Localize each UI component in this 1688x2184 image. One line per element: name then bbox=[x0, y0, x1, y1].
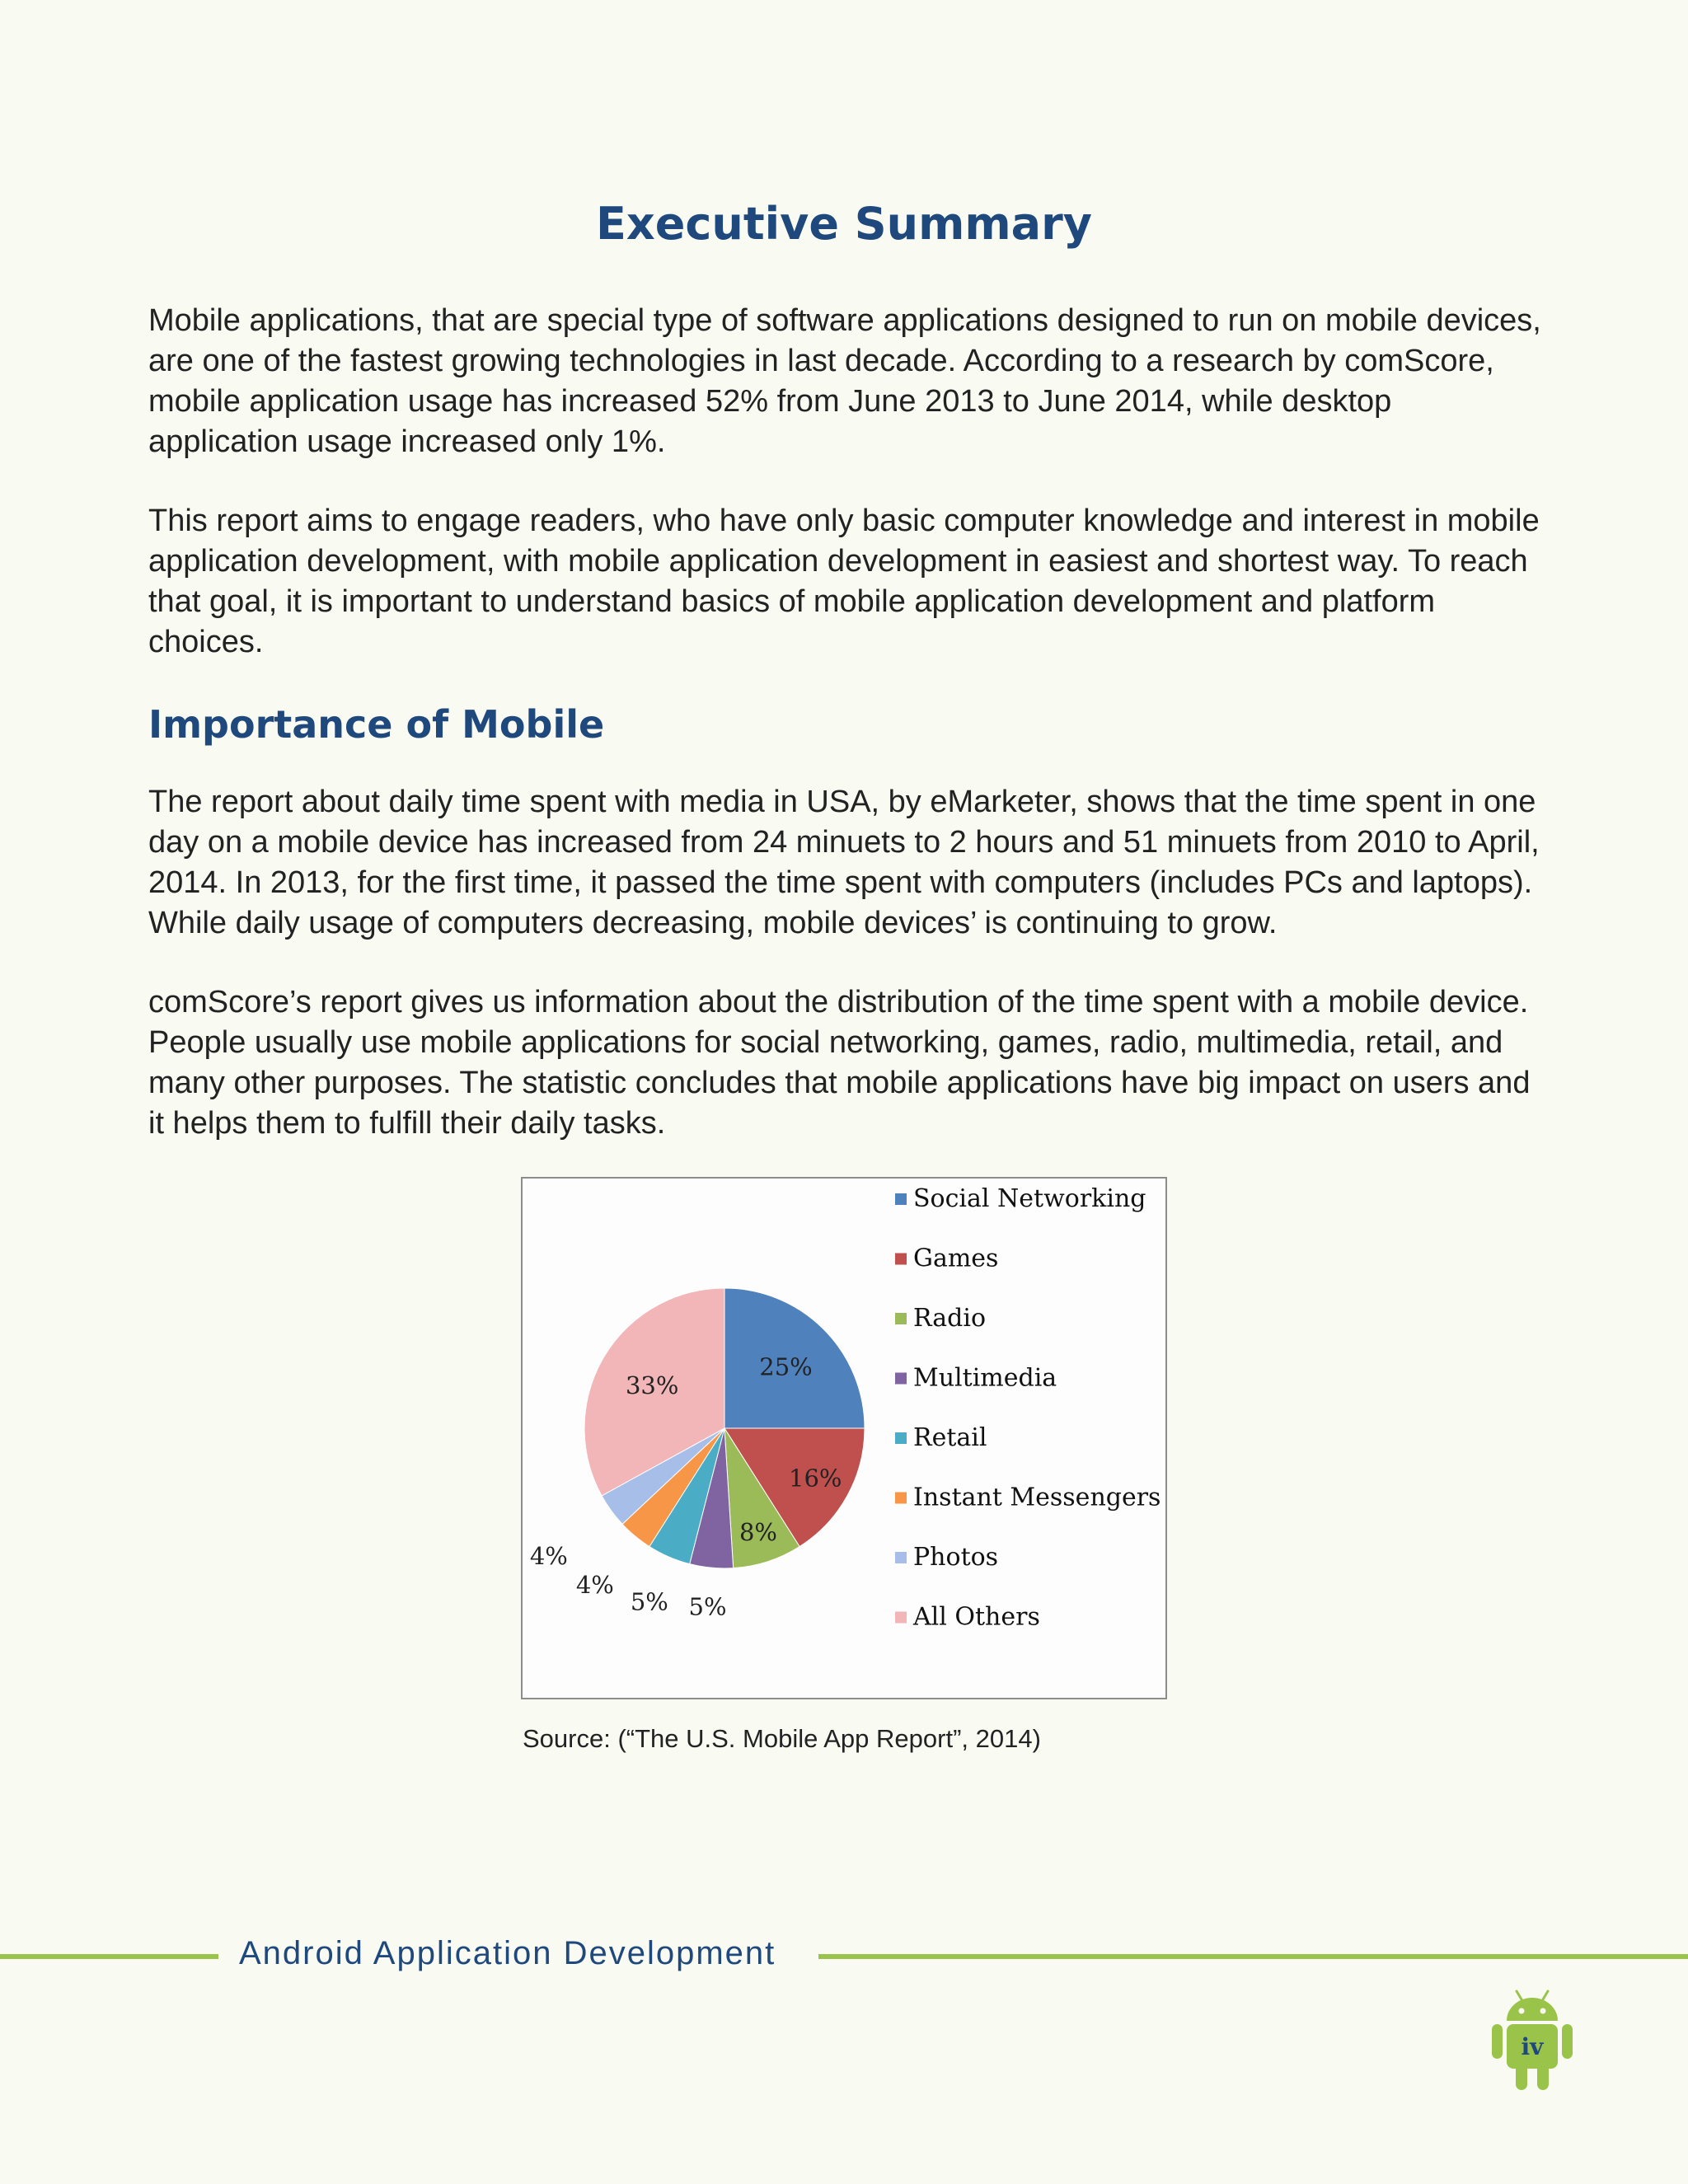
data-label-retail: 5% bbox=[630, 1587, 668, 1616]
data-label-photos: 4% bbox=[529, 1541, 568, 1570]
paragraph-aim: This report aims to engage readers, who have only basic computer knowledge and interest in mobile application development, with mobile application development in easiest and shortest way. To reach that goal, it is important to understand basics of mobile application development and platform choices. bbox=[148, 504, 1540, 659]
legend-swatch-multimedia bbox=[895, 1373, 907, 1385]
data-label-social-networking: 25% bbox=[759, 1352, 813, 1381]
legend-label-instant-messengers: Instant Messengers bbox=[913, 1483, 1161, 1512]
legend-swatch-instant-messengers bbox=[895, 1493, 907, 1504]
paragraph-time-spent: The report about daily time spent with media in USA, by eMarketer, shows that the time spent in one day on a mobile device has increased from 24 minuets to 2 hours and 51 minuets from 2010 to April, 2014. In 2013, for the first time, it passed the time spent with computers (includes PCs and laptops). While daily usage of computers decreasing, mobile devices’ is continuing to grow. bbox=[148, 785, 1540, 940]
legend-swatch-all-others bbox=[895, 1612, 907, 1624]
chart-source: Source: (“The U.S. Mobile App Report”, 2014) bbox=[523, 1724, 1041, 1753]
data-label-instant-messengers: 4% bbox=[575, 1570, 614, 1599]
legend-label-social-networking: Social Networking bbox=[913, 1184, 1146, 1213]
legend-swatch-photos bbox=[895, 1552, 907, 1563]
legend-label-retail: Retail bbox=[913, 1423, 987, 1452]
footer-rule-left bbox=[0, 1954, 218, 1959]
android-logo-icon bbox=[1487, 1986, 1578, 2093]
legend-label-radio: Radio bbox=[913, 1304, 987, 1333]
section-heading: Importance of Mobile bbox=[148, 702, 605, 747]
legend-swatch-retail bbox=[895, 1432, 907, 1444]
legend-label-photos: Photos bbox=[913, 1543, 999, 1572]
page-number: iv bbox=[1521, 2033, 1544, 2060]
pie-chart bbox=[523, 1179, 1165, 1698]
legend-label-games: Games bbox=[913, 1244, 999, 1273]
footer-title: Android Application Development bbox=[239, 1935, 776, 1971]
legend-swatch-social-networking bbox=[895, 1193, 907, 1205]
footer-rule-right bbox=[818, 1954, 1688, 1959]
data-label-all-others: 33% bbox=[625, 1371, 679, 1400]
pie-chart-frame bbox=[521, 1177, 1167, 1699]
data-label-multimedia: 5% bbox=[688, 1592, 727, 1621]
data-label-radio: 8% bbox=[738, 1518, 777, 1547]
page-title: Executive Summary bbox=[596, 198, 1092, 250]
legend-swatch-radio bbox=[895, 1313, 907, 1324]
legend-label-all-others: All Others bbox=[913, 1602, 1040, 1632]
legend-label-multimedia: Multimedia bbox=[913, 1363, 1057, 1393]
paragraph-intro: Mobile applications, that are special type of software applications designed to run on mobile devices, are one of the fastest growing technologies in last decade. According to a research by comScore, mobile application usage has increased 52% from June 2013 to June 2014, while desktop application usage increased only 1%. bbox=[148, 303, 1541, 459]
legend-swatch-games bbox=[895, 1254, 907, 1265]
data-label-games: 16% bbox=[789, 1464, 842, 1493]
paragraph-distribution: comScore’s report gives us information about the distribution of the time spent with a mobile device. People usually use mobile applications for social networking, games, radio, multimedia, retail, and many other purposes. The statistic concludes that mobile applications have big impact on users and it helps them to fulfill their daily tasks. bbox=[148, 985, 1531, 1141]
